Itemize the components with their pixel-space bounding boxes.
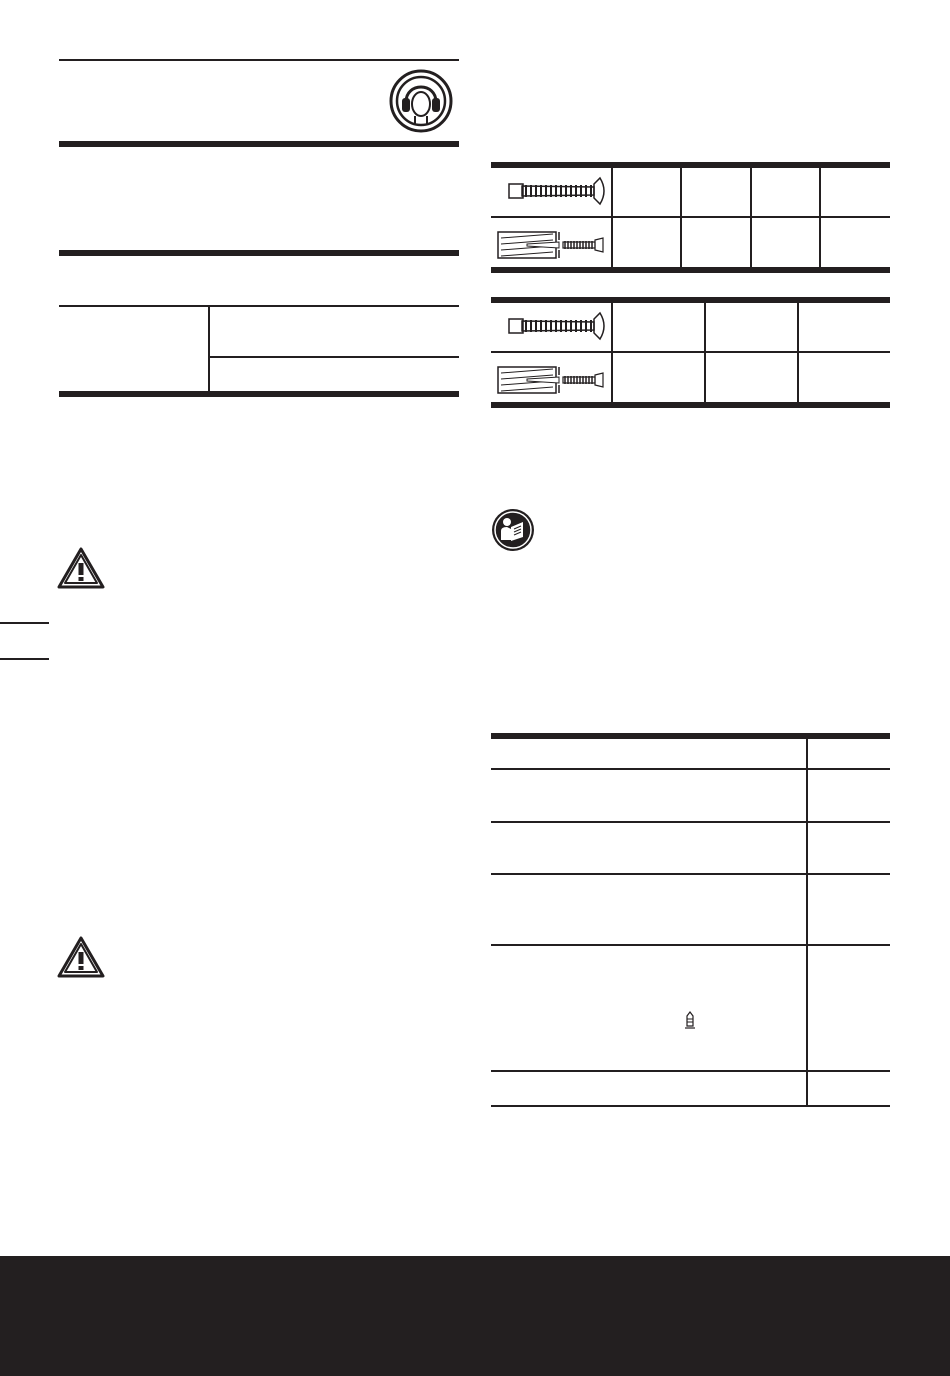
- screw-table-1-bottom-rule: [491, 267, 890, 273]
- heavy-rule-left-1: [59, 141, 459, 147]
- left-table-column-divider: [208, 305, 210, 393]
- screw-table-1-row-rule: [491, 216, 890, 218]
- left-table-row-rule: [59, 305, 459, 307]
- screw-table-1-top-rule: [491, 162, 890, 168]
- right-table-top-rule: [491, 733, 890, 739]
- screw-table-2-row-rule: [491, 351, 890, 353]
- left-table-subrow-rule: [209, 356, 459, 358]
- screw-in-softwood-icon: [497, 228, 609, 262]
- screw-table-1-divider: [680, 162, 682, 273]
- screw-table-2-divider: [611, 297, 613, 408]
- screw-table-2-divider: [704, 297, 706, 408]
- right-table-row-rule: [491, 944, 890, 946]
- screw-table-2-bottom-rule: [491, 402, 890, 408]
- screw-table-2-divider: [797, 297, 799, 408]
- right-table-column-divider: [806, 739, 808, 1107]
- screw-in-softwood-icon: [497, 363, 609, 397]
- right-table-row-rule: [491, 768, 890, 770]
- warning-triangle-icon: [56, 546, 106, 590]
- left-table-top-rule: [59, 250, 459, 256]
- read-manual-icon: [490, 507, 536, 553]
- left-table-bottom-rule: [59, 391, 459, 397]
- right-table-row-rule: [491, 821, 890, 823]
- screw-table-1-divider: [611, 162, 613, 273]
- right-table-row-rule: [491, 873, 890, 875]
- screw-table-1-divider: [819, 162, 821, 273]
- small-symbol-icon: [684, 1011, 696, 1029]
- side-tab-rule-top: [0, 622, 49, 624]
- screw-in-hardwood-icon: [508, 176, 610, 206]
- right-table-bottom-rule: [491, 1105, 890, 1107]
- screw-table-2-top-rule: [491, 297, 890, 303]
- top-rule-left: [59, 59, 459, 61]
- warning-triangle-icon: [56, 935, 106, 979]
- ear-protection-icon: [388, 68, 454, 134]
- screw-table-1-divider: [750, 162, 752, 273]
- footer-band: [0, 1256, 950, 1376]
- side-tab-rule-bottom: [0, 658, 49, 660]
- screw-in-hardwood-icon: [508, 311, 610, 341]
- right-table-row-rule: [491, 1070, 890, 1072]
